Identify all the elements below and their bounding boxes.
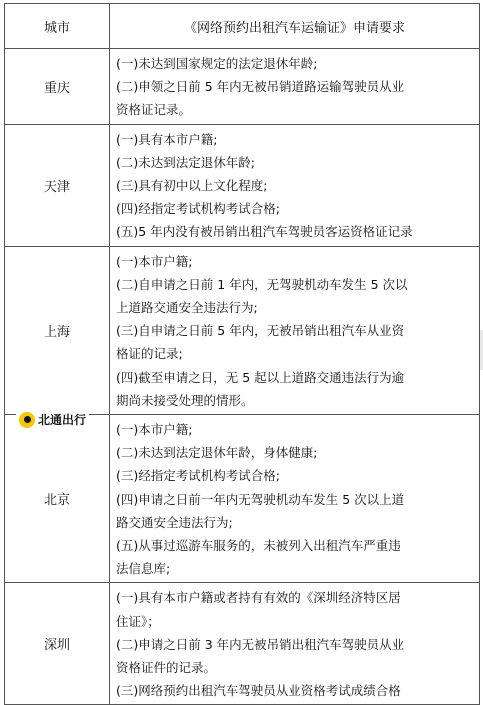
requirement-line: 资格证件的记录。 — [116, 660, 217, 676]
requirements-cell — [110, 415, 480, 583]
requirement-line: (三)经指定考试机构考试合格; — [116, 468, 280, 484]
watermark-logo — [16, 410, 89, 429]
table-row — [5, 49, 480, 125]
requirement-line: 上道路交通安全违法行为; — [116, 300, 258, 316]
car-wheel-icon — [19, 412, 35, 428]
requirements-cell — [110, 246, 480, 414]
requirement-line: (二)未达到法定退休年龄，身体健康; — [116, 445, 318, 461]
table-row — [5, 246, 480, 414]
city-cell: 上海 — [5, 246, 110, 414]
requirements-cell — [110, 583, 480, 705]
city-cell: 天津 — [5, 124, 110, 246]
requirement-line: (三)具有初中以上文化程度; — [116, 178, 268, 194]
table-header-row — [5, 4, 480, 49]
requirements-table — [4, 3, 480, 705]
requirement-line: 路交通安全违法行为; — [116, 514, 233, 530]
header-requirements: 《网络预约出租汽车运输证》申请要求 — [110, 4, 480, 49]
table-row — [5, 124, 480, 246]
requirement-line: (一)未达到国家规定的法定退休年龄; — [116, 56, 318, 71]
header-city: 城市 — [5, 4, 110, 49]
requirement-line: (二)自申请之日前 1 年内，无驾驶机动车发生 5 次以 — [116, 276, 408, 292]
requirement-line: (四)截至申请之日，无 5 起以上道路交通违法行为逾 — [116, 369, 405, 385]
city-cell: 重庆 — [5, 49, 110, 125]
requirement-line: (一)本市户籍; — [116, 253, 193, 269]
city-cell: 北京 — [5, 415, 110, 583]
requirement-line: (五)5 年内没有被吊销出租汽车驾驶员客运资格证记录 — [116, 224, 413, 240]
requirement-line: (一)本市户籍; — [116, 422, 193, 438]
requirement-line: (一)具有本市户籍; — [116, 131, 218, 147]
table-row — [5, 415, 480, 583]
requirement-line: 法信息库; — [116, 561, 171, 577]
requirement-line: (五)从事过巡游车服务的，未被列入出租汽车严重违 — [116, 538, 401, 554]
requirement-line: 资格证记录。 — [116, 102, 192, 118]
requirement-line: (二)未达到法定退休年龄; — [116, 154, 255, 170]
requirement-line: 住证》； — [116, 613, 160, 629]
requirement-line: 格证的记录; — [116, 346, 183, 362]
city-cell: 深圳 — [5, 583, 110, 705]
requirement-line: (一)具有本市户籍或者持有有效的《深圳经济特区居 — [116, 590, 401, 606]
requirement-line: 期尚未接受处理的情形。 — [116, 392, 254, 408]
requirement-line: (二)申请之日前 3 年内无被吊销出租汽车驾驶员从业 — [116, 636, 405, 652]
requirement-line: (四)申请之日前一年内无驾驶机动车发生 5 次以上道 — [116, 491, 405, 507]
requirement-line: (二)申领之日前 5 年内无被吊销道路运输驾驶员从业 — [116, 79, 405, 95]
requirements-cell — [110, 124, 480, 246]
table-row — [5, 583, 480, 705]
requirement-line: (四)经指定考试机构考试合格; — [116, 201, 280, 217]
requirements-cell — [110, 49, 480, 125]
requirement-line: (三)自申请之日前 5 年内，无被吊销出租汽车从业资 — [116, 323, 405, 339]
watermark-text: 北通出行 — [38, 413, 87, 427]
requirement-line: (三)网络预约出租汽车驾驶员从业资格考试成绩合格 — [116, 683, 401, 699]
